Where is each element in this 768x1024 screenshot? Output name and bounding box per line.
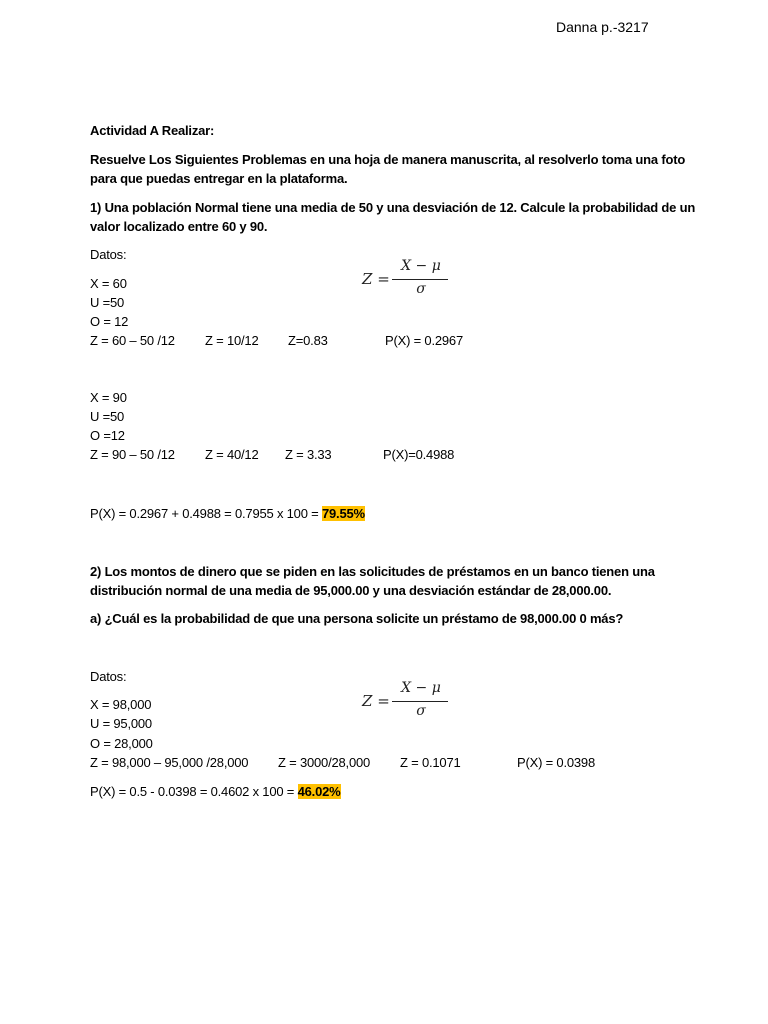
z-expression: Z = 90 – 50 /12 <box>90 447 175 462</box>
z-value: Z=0.83 <box>288 333 328 348</box>
problem1-b-x: X = 90 <box>90 390 127 405</box>
problem1-a-z-row <box>90 333 690 351</box>
fraction-bar <box>392 279 448 280</box>
formula-lhs: Z = <box>362 270 390 288</box>
probability-value: P(X)=0.4988 <box>383 447 455 462</box>
result-highlight: 79.55% <box>321 506 365 521</box>
z-division: Z = 3000/28,000 <box>278 755 371 770</box>
problem2-o: O = 28,000 <box>90 736 153 751</box>
problem2-result <box>90 784 341 799</box>
author-header: Danna p.-3217 <box>556 19 649 35</box>
formula-denominator: σ <box>416 703 426 719</box>
z-division: Z = 40/12 <box>205 447 259 462</box>
result-expression: P(X) = 0.5 - 0.0398 = 0.4602 x 100 = <box>90 784 295 799</box>
problem1-a-o: O = 12 <box>90 314 129 329</box>
problem2-z-row <box>90 755 710 773</box>
problem1-b-z-row <box>90 447 690 465</box>
z-expression: Z = 60 – 50 /12 <box>90 333 175 348</box>
problem1-result <box>90 506 365 521</box>
problem2-statement-line-2: distribución normal de una media de 95,000.00 y una desviación estándar de 28,000.00. <box>90 583 612 598</box>
result-highlight: 46.02% <box>297 784 341 799</box>
z-expression: Z = 98,000 – 95,000 /28,000 <box>90 755 249 770</box>
probability-value: P(X) = 0.2967 <box>385 333 463 348</box>
z-division: Z = 10/12 <box>205 333 259 348</box>
formula-lhs: Z = <box>362 692 390 710</box>
problem1-b-u: U =50 <box>90 409 125 424</box>
problem2-x: X = 98,000 <box>90 697 152 712</box>
problem1-statement-line-1: 1) Una población Normal tiene una media de 50 y una desviación de 12. Calcule la probabilidad de un <box>90 200 696 215</box>
probability-value: P(X) = 0.0398 <box>517 755 595 770</box>
result-expression: P(X) = 0.2967 + 0.4988 = 0.7955 x 100 = <box>90 506 319 521</box>
instructions-line-1: Resuelve Los Siguientes Problemas en una hoja de manera manuscrita, al resolverlo toma una foto <box>90 152 686 167</box>
formula-numerator: X − μ <box>401 258 441 274</box>
z-value: Z = 0.1071 <box>400 755 461 770</box>
z-formula-image <box>358 680 454 724</box>
formula-numerator: X − μ <box>401 680 441 696</box>
fraction-bar <box>392 701 448 702</box>
problem2-question-a: a) ¿Cuál es la probabilidad de que una persona solicite un préstamo de 98,000.00 0 más? <box>90 611 624 626</box>
formula-denominator: σ <box>416 281 426 297</box>
problem1-b-o: O =12 <box>90 428 125 443</box>
problem2-datos-label: Datos: <box>90 669 127 684</box>
z-value: Z = 3.33 <box>285 447 332 462</box>
activity-title: Actividad A Realizar: <box>90 123 215 138</box>
problem2-u: U = 95,000 <box>90 716 152 731</box>
z-formula-image <box>358 258 454 302</box>
instructions-line-2: para que puedas entregar en la plataforma. <box>90 171 348 186</box>
problem2-statement-line-1: 2) Los montos de dinero que se piden en las solicitudes de préstamos en un banco tienen una <box>90 564 655 579</box>
problem1-a-u: U =50 <box>90 295 125 310</box>
problem1-a-x: X = 60 <box>90 276 127 291</box>
problem1-statement-line-2: valor localizado entre 60 y 90. <box>90 219 268 234</box>
problem1-datos-label: Datos: <box>90 247 127 262</box>
